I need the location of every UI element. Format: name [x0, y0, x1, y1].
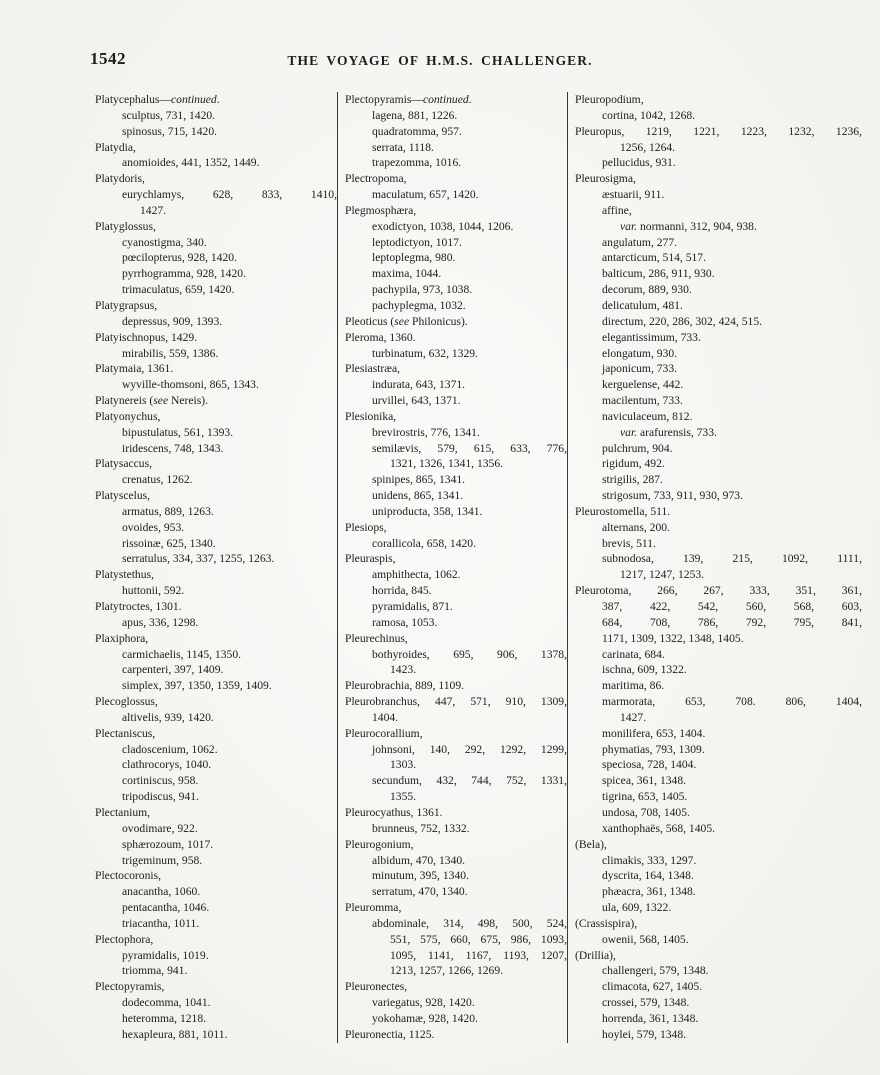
index-entry: (Drillia), [575, 948, 616, 962]
index-entry: crenatus, 1262. [122, 473, 193, 487]
index-entry: turbinatum, 632, 1329. [372, 346, 478, 360]
index-entry: speciosa, 728, 1404. [602, 758, 697, 772]
index-entry: 1213, 1257, 1266, 1269. [390, 964, 504, 978]
index-entry: Pleurocyathus, 1361. [345, 805, 443, 819]
index-entry: tigrina, 653, 1405. [602, 790, 688, 804]
index-entry: Pleuronectia, 1125. [345, 1027, 435, 1041]
index-entry: yokohamæ, 928, 1420. [372, 1011, 478, 1025]
index-entry: eurychlamys, 628, 833, 1410, [122, 188, 337, 202]
index-entry: Pleuronectes, [345, 980, 408, 994]
index-entry: elongatum, 930. [602, 346, 678, 360]
index-entry: anomioides, 441, 1352, 1449. [122, 156, 260, 170]
index-entry: exodictyon, 1038, 1044, 1206. [372, 219, 514, 233]
index-column-2 [345, 92, 567, 1043]
index-entry: Pleuropus, 1219, 1221, 1223, 1232, 1236, [575, 124, 862, 138]
index-entry: variegatus, 928, 1420. [372, 996, 475, 1010]
index-entry: directum, 220, 286, 302, 424, 515. [602, 314, 763, 328]
index-entry: var. arafurensis, 733. [620, 425, 717, 439]
index-entry: horrenda, 361, 1348. [602, 1011, 699, 1025]
index-entry: horrida, 845. [372, 584, 432, 598]
index-entry: affine, [602, 203, 632, 217]
index-entry: carinata, 684. [602, 647, 665, 661]
index-entry: 1427. [140, 203, 167, 217]
index-entry: macilentum, 733. [602, 394, 683, 408]
index-entry: 1217, 1247, 1253. [620, 568, 705, 582]
index-entry: Platydoris, [95, 172, 145, 186]
index-entry: dodecomma, 1041. [122, 996, 211, 1010]
index-entry: (Bela), [575, 837, 607, 851]
index-entry: lagena, 881, 1226. [372, 108, 458, 122]
index-entry: ovoides, 953. [122, 520, 185, 534]
index-entry: 1423. [390, 663, 417, 677]
index-entry: Plegmosphæra, [345, 203, 417, 217]
index-entry: Pleoticus (see Philonicus). [345, 314, 468, 328]
index-entry: triacantha, 1011. [122, 916, 200, 930]
index-entry: serratulus, 334, 337, 1255, 1263. [122, 552, 275, 566]
index-entry: Pleurocorallium, [345, 726, 423, 740]
index-column-1 [95, 92, 337, 1043]
index-entry: tripodiscus, 941. [122, 790, 199, 804]
column-divider [567, 92, 568, 1043]
index-entry: decorum, 889, 930. [602, 283, 692, 297]
index-entry: apus, 336, 1298. [122, 615, 199, 629]
index-entry: Plectophora, [95, 932, 154, 946]
index-entry: unidens, 865, 1341. [372, 489, 464, 503]
index-entry: carpenteri, 397, 1409. [122, 663, 224, 677]
index-entry: crossei, 579, 1348. [602, 996, 690, 1010]
index-entry: minutum, 395, 1340. [372, 869, 469, 883]
index-entry: cladoscenium, 1062. [122, 742, 218, 756]
index-entry: maxima, 1044. [372, 267, 442, 281]
index-entry: owenii, 568, 1405. [602, 932, 689, 946]
index-entry: 551, 575, 660, 675, 986, 1093, [390, 932, 567, 946]
index-entry: hoylei, 579, 1348. [602, 1027, 687, 1041]
index-entry: Pleuraspis, [345, 552, 396, 566]
index-entry: climacota, 627, 1405. [602, 980, 703, 994]
index-entry: 1404. [372, 710, 399, 724]
index-entry: triomma, 941. [122, 964, 188, 978]
index-entry: leptodictyon, 1017. [372, 235, 462, 249]
index-entry: challengeri, 579, 1348. [602, 964, 709, 978]
index-entry: Platyonychus, [95, 409, 161, 423]
index-entry: heteromma, 1218. [122, 1011, 207, 1025]
index-entry: Pleurosigma, [575, 172, 636, 186]
index-entry: Plaxiphora, [95, 631, 149, 645]
index-entry: climakis, 333, 1297. [602, 853, 697, 867]
index-entry: xanthophaës, 568, 1405. [602, 821, 716, 835]
index-entry: Plectanium, [95, 805, 151, 819]
index-entry: iridescens, 748, 1343. [122, 441, 224, 455]
index-entry: cortiniscus, 958. [122, 774, 199, 788]
index-entry: Plesiops, [345, 520, 387, 534]
index-entry: maculatum, 657, 1420. [372, 188, 479, 202]
index-entry: rigidum, 492. [602, 457, 665, 471]
index-entry: Pleurogonium, [345, 837, 414, 851]
index-entry: albidum, 470, 1340. [372, 853, 466, 867]
index-entry: hexapleura, 881, 1011. [122, 1027, 228, 1041]
index-entry: spicea, 361, 1348. [602, 774, 687, 788]
index-entry: 1355. [390, 790, 417, 804]
index-entry: pachyplegma, 1032. [372, 298, 466, 312]
index-entry: Platystethus, [95, 568, 154, 582]
index-entry: antarcticum, 514, 517. [602, 251, 706, 265]
index-entry: brunneus, 752, 1332. [372, 821, 470, 835]
index-entry: Plectropoma, [345, 172, 407, 186]
index-entry: brevirostris, 776, 1341. [372, 425, 480, 439]
index-entry: johnsoni, 140, 292, 1292, 1299, [372, 742, 567, 756]
index-entry: Pleurotoma, 266, 267, 333, 351, 361, [575, 584, 862, 598]
index-entry: 1427. [620, 710, 647, 724]
index-entry: depressus, 909, 1393. [122, 314, 223, 328]
index-entry: angulatum, 277. [602, 235, 678, 249]
index-entry: urvillei, 643, 1371. [372, 394, 461, 408]
index-entry: pyramidalis, 1019. [122, 948, 209, 962]
index-entry: serrata, 1118. [372, 140, 434, 154]
index-entry: Plectopyramis—continued. [345, 93, 472, 106]
index-entry: Pleurobrachia, 889, 1109. [345, 679, 465, 693]
index-entry: clathrocorys, 1040. [122, 758, 212, 772]
index-entry: Plectocoronis, [95, 869, 162, 883]
index-entry: anacantha, 1060. [122, 885, 201, 899]
index-entry: uniproducta, 358, 1341. [372, 504, 483, 518]
index-columns [95, 92, 862, 1043]
index-entry: Platyischnopus, 1429. [95, 330, 198, 344]
index-entry: Plesiastræa, [345, 362, 401, 376]
index-entry: pœcilopterus, 928, 1420. [122, 251, 237, 265]
index-entry: 1095, 1141, 1167, 1193, 1207, [390, 948, 567, 962]
index-entry: brevis, 511. [602, 536, 656, 550]
index-entry: rissoinæ, 625, 1340. [122, 536, 216, 550]
index-entry: ula, 609, 1322. [602, 901, 672, 915]
index-entry: serratum, 470, 1340. [372, 885, 468, 899]
index-entry: (Crassispira), [575, 916, 638, 930]
index-entry: pyramidalis, 871. [372, 600, 453, 613]
index-entry: naviculaceum, 812. [602, 409, 693, 423]
index-entry: balticum, 286, 911, 930. [602, 267, 715, 281]
index-entry: Platydia, [95, 140, 136, 154]
index-entry: delicatulum, 481. [602, 298, 683, 312]
index-entry: huttonii, 592. [122, 584, 185, 598]
index-entry: dyscrita, 164, 1348. [602, 869, 694, 883]
index-entry: 1321, 1326, 1341, 1356. [390, 457, 504, 471]
index-entry: 684, 708, 786, 792, 795, 841, [602, 615, 862, 629]
page-title: THE VOYAGE OF H.M.S. CHALLENGER. [287, 53, 593, 68]
index-entry: Platymaia, 1361. [95, 362, 174, 376]
index-entry: japonicum, 733. [602, 362, 678, 376]
index-entry: alternans, 200. [602, 520, 670, 534]
index-entry: strigilis, 287. [602, 473, 663, 487]
index-entry: Pleurobranchus, 447, 571, 910, 1309, [345, 695, 567, 709]
index-entry: pachypila, 973, 1038. [372, 283, 473, 297]
index-entry: Plectopyramis, [95, 980, 165, 994]
index-entry: trapezomma, 1016. [372, 156, 462, 170]
index-entry: spinosus, 715, 1420. [122, 124, 218, 138]
index-entry: spinipes, 865, 1341. [372, 473, 466, 487]
index-entry: Platyscelus, [95, 489, 151, 503]
page-number: 1542 [90, 49, 126, 68]
index-entry: undosa, 708, 1405. [602, 805, 690, 819]
index-entry: phæacra, 361, 1348. [602, 885, 696, 899]
index-entry: amphithecta, 1062. [372, 568, 461, 582]
index-entry: semilævis, 579, 615, 633, 776, [372, 441, 567, 455]
index-entry: Pleuropodium, [575, 93, 644, 106]
index-entry: Plecoglossus, [95, 695, 158, 709]
index-entry: ramosa, 1053. [372, 615, 438, 629]
index-entry: trigeminum, 958. [122, 853, 203, 867]
index-entry: 1256, 1264. [620, 140, 676, 154]
index-entry: marmorata, 653, 708. 806, 1404, [602, 695, 862, 709]
index-entry: Platytroctes, 1301. [95, 600, 182, 613]
index-column-3 [575, 92, 862, 1043]
index-entry: indurata, 643, 1371. [372, 378, 466, 392]
index-entry: mirabilis, 559, 1386. [122, 346, 219, 360]
index-entry: 1303. [390, 758, 417, 772]
index-entry: Plectaniscus, [95, 726, 156, 740]
index-entry: Platyglossus, [95, 219, 156, 233]
index-entry: Platygrapsus, [95, 298, 158, 312]
index-entry: Pleroma, 1360. [345, 330, 416, 344]
index-entry: Platysaccus, [95, 457, 152, 471]
index-entry: simplex, 397, 1350, 1359, 1409. [122, 679, 272, 693]
index-entry: 387, 422, 542, 560, 568, 603, [602, 600, 862, 613]
index-entry: leptoplegma, 980. [372, 251, 456, 265]
index-entry: maritima, 86. [602, 679, 665, 693]
index-entry: æstuarii, 911. [602, 188, 665, 202]
index-entry: elegantissimum, 733. [602, 330, 701, 344]
index-entry: Pleuromma, [345, 901, 402, 915]
index-entry: Platynereis (see Nereis). [95, 394, 209, 408]
index-entry: pyrrhogramma, 928, 1420. [122, 267, 246, 281]
index-entry: armatus, 889, 1263. [122, 504, 214, 518]
index-entry: corallicola, 658, 1420. [372, 536, 476, 550]
index-entry: var. normanni, 312, 904, 938. [620, 219, 757, 233]
index-entry: ischna, 609, 1322. [602, 663, 687, 677]
index-entry: cortina, 1042, 1268. [602, 108, 696, 122]
index-entry: phymatias, 793, 1309. [602, 742, 705, 756]
column-divider [337, 92, 338, 1043]
index-entry: pentacantha, 1046. [122, 901, 210, 915]
index-entry: 1171, 1309, 1322, 1348, 1405. [602, 631, 744, 645]
index-entry: Pleurostomella, 511. [575, 504, 671, 518]
index-entry: abdominale, 314, 498, 500, 524, [372, 916, 567, 930]
index-entry: kerguelense, 442. [602, 378, 684, 392]
index-entry: secundum, 432, 744, 752, 1331, [372, 774, 567, 788]
index-entry: pulchrum, 904. [602, 441, 673, 455]
index-entry: Platycephalus—continued. [95, 93, 220, 106]
index-entry: trimaculatus, 659, 1420. [122, 283, 235, 297]
index-entry: sphærozoum, 1017. [122, 837, 214, 851]
index-entry: wyville-thomsoni, 865, 1343. [122, 378, 259, 392]
index-entry: monilifera, 653, 1404. [602, 726, 706, 740]
index-entry: Plesionika, [345, 409, 397, 423]
index-entry: carmichaelis, 1145, 1350. [122, 647, 242, 661]
index-entry: strigosum, 733, 911, 930, 973. [602, 489, 743, 503]
index-entry: cyanostigma, 340. [122, 235, 207, 249]
index-entry: pellucidus, 931. [602, 156, 676, 170]
index-entry: Pleurechinus, [345, 631, 408, 645]
index-entry: altivelis, 939, 1420. [122, 710, 214, 724]
index-entry: subnodosa, 139, 215, 1092, 1111, [602, 552, 862, 566]
index-entry: bothyroides, 695, 906, 1378, [372, 647, 567, 661]
index-entry: sculptus, 731, 1420. [122, 108, 216, 122]
index-entry: bipustulatus, 561, 1393. [122, 425, 234, 439]
index-entry: ovodimare, 922. [122, 821, 198, 835]
index-entry: quadratomma, 957. [372, 124, 462, 138]
